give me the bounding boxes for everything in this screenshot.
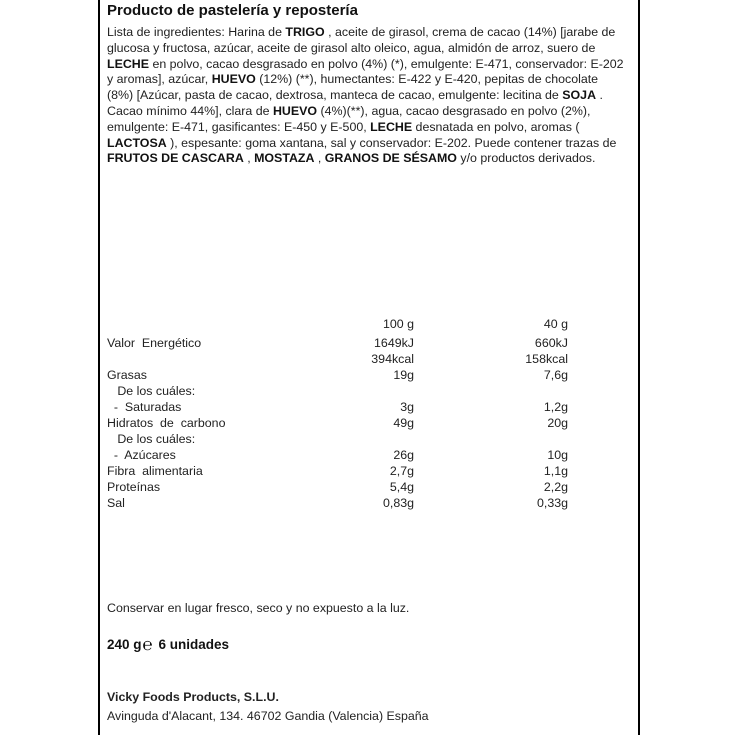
product-label	[98, 0, 640, 735]
ingredient-text: . Cacao mínimo 44%], clara de	[107, 88, 603, 118]
value-per-100g: 19g	[393, 368, 414, 382]
nutrient-label: - Azúcares	[107, 448, 176, 462]
nutrition-header-row	[100, 317, 640, 333]
nutrition-row	[100, 464, 640, 480]
value-per-100g: 1649kJ	[374, 336, 414, 350]
ingredient-text: ,	[243, 151, 255, 166]
value-per-100g: 3g	[400, 400, 414, 414]
ingredient-text: (12%) (**), humectantes: E-422 y E-420, pepitas de chocolate (8%) [Azúcar, pasta de cacao, dextrosa, manteca de cacao, emulgente: lecitina de	[107, 72, 599, 103]
ingredient-text: , aceite de girasol, crema de cacao (14%) [jarabe de glucosa y fructosa, azúcar, aceite de girasol alto oleico, agua, almidón de arroz, suero de	[107, 25, 616, 55]
nutrition-row	[100, 496, 640, 512]
value-per-100g: 2,7g	[389, 464, 414, 478]
value-per-40g: 660kJ	[534, 336, 568, 350]
value-per-100g: 0,83g	[382, 496, 414, 510]
storage-instructions: Conservar en lugar fresco, seco y no expuesto a la luz.	[107, 601, 410, 615]
allergen: HUEVO	[211, 72, 256, 87]
value-per-40g: 1,2g	[543, 400, 568, 414]
ingredient-text: desnatada en polvo, aromas (	[412, 119, 580, 134]
ingredient-text: ,	[314, 151, 325, 166]
nutrient-label: Fibra alimentaria	[107, 464, 203, 478]
allergen: TRIGO	[285, 25, 325, 39]
nutrient-label: Proteínas	[107, 480, 161, 494]
value-per-40g: 20g	[547, 416, 568, 430]
value-per-100g: 394kcal	[371, 352, 414, 366]
allergen: LACTOSA	[107, 135, 167, 150]
value-per-40g: 0,33g	[536, 496, 568, 510]
value-per-40g: 1,1g	[543, 464, 568, 478]
nutrition-row	[100, 336, 640, 352]
nutrition-row	[100, 400, 640, 416]
value-per-40g: 2,2g	[543, 480, 568, 494]
value-per-100g: 49g	[393, 416, 414, 430]
product-title: Producto de pastelería y repostería	[107, 2, 358, 19]
nutrient-label: Hidratos de carbono	[107, 416, 226, 430]
value-per-100g: 26g	[393, 448, 414, 462]
ingredient-text: y/o productos derivados.	[456, 151, 596, 166]
allergen: MOSTAZA	[254, 151, 315, 166]
value-per-100g: 5,4g	[389, 480, 414, 494]
nutrient-label: - Saturadas	[107, 400, 182, 414]
estimated-sign: ℮	[142, 635, 153, 654]
ingredient-text: ), espesante: goma xantana, sal y conservador: E-202. Puede contener trazas de	[166, 135, 617, 150]
nutrition-row	[100, 416, 640, 432]
nutrient-label: De los cuáles:	[107, 384, 196, 398]
column-header-40g: 40 g	[543, 317, 568, 331]
nutrient-label: De los cuáles:	[107, 432, 196, 446]
nutrition-row	[100, 352, 640, 368]
company-name: Vicky Foods Products, S.L.U.	[107, 690, 279, 704]
ingredient-text: (4%)(**), agua, cacao desgrasado en polvo (2%), emulgente: E-471, gasificantes: E-450 y E-500,	[107, 103, 591, 134]
value-per-40g: 7,6g	[543, 368, 568, 382]
nutrient-label: Grasas	[107, 368, 147, 382]
unit-count: 6 unidades	[158, 637, 230, 652]
nutrition-row	[100, 480, 640, 496]
allergen: GRANOS DE SÉSAMO	[324, 151, 457, 166]
allergen: HUEVO	[272, 103, 318, 118]
allergen: LECHE	[107, 56, 149, 71]
allergen: LECHE	[370, 119, 413, 134]
nutrition-row	[100, 368, 640, 384]
ingredient-text: en polvo, cacao desgrasado en polvo (4%) (*), emulgente: E-471, conservador: E-202 y aromas], azúcar,	[107, 56, 624, 87]
value-per-40g: 158kcal	[525, 352, 568, 366]
nutrient-label: Sal	[107, 496, 125, 510]
net-weight	[107, 636, 229, 653]
weight-amount: 240 g	[107, 637, 142, 652]
allergen: FRUTOS DE CASCARA	[107, 151, 244, 166]
value-per-40g: 10g	[547, 448, 568, 462]
nutrition-row	[100, 432, 640, 448]
ingredients-list	[107, 25, 627, 167]
allergen: SOJA	[562, 88, 597, 103]
nutrient-label: Valor Energético	[107, 336, 202, 350]
nutrition-row	[100, 448, 640, 464]
ingredient-text: Lista de ingredientes: Harina de	[107, 25, 286, 39]
column-header-100g: 100 g	[382, 317, 414, 331]
nutrition-row	[100, 384, 640, 400]
company-address: Avinguda d'Alacant, 134. 46702 Gandia (Valencia) España	[107, 709, 429, 723]
